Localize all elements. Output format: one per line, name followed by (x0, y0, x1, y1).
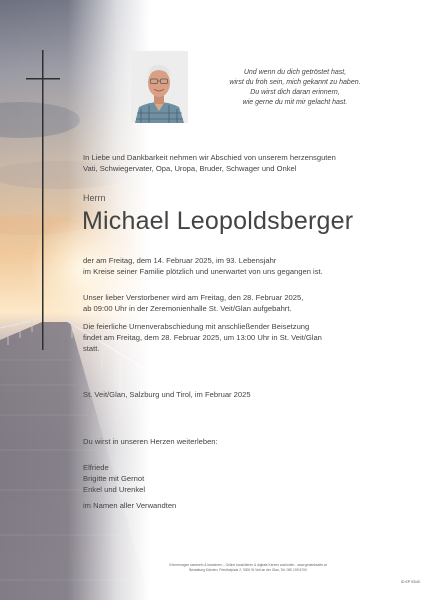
mourner: Enkel und Urenkel (83, 485, 146, 494)
quote-line: wirst du froh sein, mich gekannt zu haben. (229, 79, 361, 86)
quote-line: Und wenn du dich getröstet hast, (243, 69, 347, 76)
ceremony-line: statt. (83, 344, 100, 353)
memorial-quote (205, 68, 385, 108)
footer (140, 563, 356, 573)
place-date-text: St. Veit/Glan, Salzburg und Tirol, im Februar 2025 (83, 390, 251, 399)
quote-line: wie gerne du mit mir gelacht hast. (242, 99, 348, 106)
place-date (83, 389, 251, 400)
footer-line: Erinnerungen sammeln & bewahren – Online kondolieren & digitale Kerzen anzünden - www.gedenkseite.at (169, 563, 327, 567)
relatives-line-text: im Namen aller Verwandten (83, 501, 177, 510)
intro-line: Vati, Schwiegervater, Opa, Uropa, Bruder, Schwager und Onkel (83, 164, 297, 173)
notice-line: der am Freitag, dem 14. Februar 2025, im 93. Lebensjahr (83, 256, 277, 265)
mourner: Brigitte mit Gernot (83, 474, 145, 483)
viewing-line: Unser lieber Verstorbener wird am Freitag, den 28. Februar 2025, (83, 293, 304, 302)
relatives-line (83, 500, 176, 511)
mourner: Elfriede (83, 463, 109, 472)
intro-line: In Liebe und Dankbarkeit nehmen wir Abschied von unserem herzensguten (83, 153, 336, 162)
mourners-list (83, 462, 145, 495)
notice-line: im Kreise seiner Familie plötzlich und unerwartet von uns gegangen ist. (83, 267, 323, 276)
intro-text (83, 152, 336, 174)
cross-icon (26, 50, 60, 350)
ceremony-line: findet am Freitag, dem 28. Februar 2025, um 13:00 Uhr in St. Veit/Glan (83, 333, 322, 342)
ceremony-line: Die feierliche Urnenverabschiedung mit anschließender Beisetzung (83, 322, 310, 331)
salutation: Herrn (83, 193, 106, 203)
memory-line-text: Du wirst in unseren Herzen weiterleben: (83, 437, 218, 446)
deceased-name: Michael Leopoldsberger (82, 207, 354, 235)
footer-line: Bestattung Kärnten, Friedhofplatz 2, 9300 St Veit an der Glan, Tel. 050 199 6700 (189, 568, 307, 572)
quote-line: Du wirst dich daran erinnern, (250, 89, 340, 96)
death-notice (83, 255, 323, 277)
viewing-line: ab 09:00 Uhr in der Zeremonienhalle St. Veit/Glan aufgebahrt. (83, 304, 292, 313)
viewing-info (83, 292, 303, 314)
memory-line (83, 436, 218, 447)
document-code: ID EP 93/40 (401, 580, 420, 584)
portrait-photo (131, 51, 188, 123)
ceremony-info (83, 321, 322, 354)
